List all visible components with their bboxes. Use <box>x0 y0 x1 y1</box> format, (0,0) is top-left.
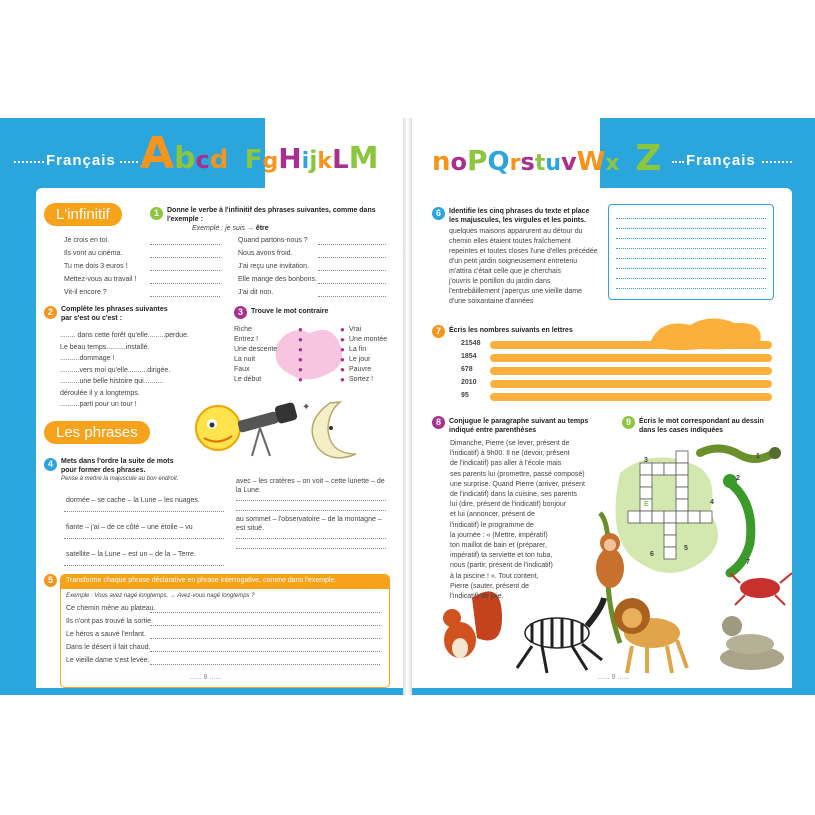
answer-line <box>318 270 386 271</box>
exercise-8-line: ton maillot de bain et (préparer, <box>450 542 547 549</box>
declarative-sentence: Le héros a sauvé l'enfant. <box>66 631 146 638</box>
alphabet-right <box>432 138 661 179</box>
right-dot: ● <box>340 345 345 354</box>
exercise-4-instruction: Mets dans l'ordre la suite de mots pour former des phrases. <box>61 458 174 474</box>
right-dot: ● <box>340 355 345 364</box>
header-dots-left <box>14 161 44 163</box>
answer-line <box>64 511 224 512</box>
left-dot: ● <box>298 345 303 354</box>
alphabet-letter: A <box>140 128 175 179</box>
alphabet-letter: n <box>432 147 451 177</box>
declarative-sentence: Ils n'ont pas trouvé la sortie. <box>66 618 153 625</box>
exercise-8-line: de l'indicatif) dans la cuisine, ses parents <box>450 491 578 498</box>
exercise-number-4: 4 <box>44 458 57 471</box>
exercise-8-line: de l'indicatif) pas aller à l'école mais <box>450 460 562 468</box>
alphabet-letter: b <box>174 141 196 176</box>
section-title-phrases: Les phrases <box>44 421 150 444</box>
exercise-6-line: j'ouvris le portillon du jardin dans <box>449 278 551 285</box>
crossword-number: 2 <box>736 475 740 482</box>
word-sequence: dormée – se cache – la Lune – les nuages. <box>66 497 200 504</box>
exercise-1-sentence: J'ai reçu une invitation. <box>238 263 309 270</box>
answer-line <box>64 538 224 539</box>
exercise-8-line: et lui (annoncer, présent de <box>450 511 535 519</box>
exercise-6-line: d'une soixantaine d'années <box>449 298 534 305</box>
answer-bar <box>490 354 772 362</box>
answer-line <box>318 257 386 258</box>
opposite-word: Riche <box>234 326 252 333</box>
alphabet-letter: o <box>450 148 468 176</box>
alphabet-letter: H <box>278 142 302 175</box>
exercise-1-instruction: Donne le verbe à l'infinitif des phrases suivantes, comme dans l'exemple : <box>167 207 376 223</box>
exercise-8-instruction: Conjugue le paragraphe suivant au temps indiqué entre parenthèses <box>449 418 589 434</box>
exercise-8-line: l'indicatif) de joie. <box>450 593 504 600</box>
exercise-8-line: lui (dire, présent de l'indicatif) bonjour <box>450 501 567 509</box>
exercise-8-line: l'indicatif) le programme de <box>450 521 534 529</box>
word-sequence: au sommet – l'observatoire – de la montagne – est situé. <box>236 516 382 532</box>
exercise-2-sentence: ..........une belle histoire qui.......... <box>60 378 164 385</box>
exercise-3-instruction: Trouve le mot contraire <box>251 308 329 315</box>
exercise-number-2: 2 <box>44 306 57 319</box>
answer-line <box>318 244 386 245</box>
answer-line <box>150 612 380 613</box>
answer-bar <box>490 341 772 349</box>
opposite-word: La nuit <box>234 356 256 363</box>
opposite-word: Une montée <box>349 336 388 343</box>
exercise-5-instruction: Transforme chaque phrase déclarative en phrase interrogative, comme dans l'exemple. <box>66 577 337 584</box>
exercise-number-7: 7 <box>432 325 445 338</box>
alphabet-letter: v <box>561 148 577 176</box>
alphabet-letter: F <box>244 145 263 175</box>
alphabet-letter: k <box>317 149 333 174</box>
exercise-8-line: Pierre (sauter, présent de <box>450 582 529 590</box>
alphabet-letter: j <box>309 146 318 174</box>
alphabet-letter: r <box>509 151 521 176</box>
exercise-1-sentence: Vit-il encore ? <box>64 289 107 296</box>
word-sequence: fiante – j'ai – de ce côté – une étoile – vu <box>66 524 193 531</box>
exercise-1-sentence: Mettez-vous au travail ! <box>64 276 137 283</box>
exercise-8-line: la journée : « (Mettre, impératif) <box>450 531 548 539</box>
section-title-infinitif: L'infinitif <box>44 203 122 226</box>
answer-line <box>150 664 380 665</box>
header-dots-left-2 <box>120 161 138 163</box>
crossword-letter: E <box>644 501 649 508</box>
exercise-6-line: d'un petit jardin soigneusement entretenu <box>449 258 578 265</box>
answer-line <box>318 283 386 284</box>
answer-line <box>616 288 766 289</box>
left-subject-label: Français <box>46 152 116 169</box>
number-to-write: 21548 <box>461 340 481 347</box>
right-dot: ● <box>340 375 345 384</box>
exercise-2-instruction: Complète les phrases suivantes par s'est ou c'est : <box>61 306 168 322</box>
lion <box>614 598 687 673</box>
crossword-number: 5 <box>684 545 688 552</box>
opposite-word: Le début <box>234 376 262 383</box>
answer-line <box>236 538 386 539</box>
exercise-6-line: quelques maisons apparurent au détour du <box>449 228 583 235</box>
answer-line <box>616 218 766 219</box>
answer-line <box>150 625 380 626</box>
left-dot: ● <box>298 335 303 344</box>
exercise-2-sentence: déroulée il y a longtemps. <box>60 389 140 397</box>
answer-line <box>150 270 220 271</box>
header-dots-right-2 <box>762 161 792 163</box>
exercise-1-sentence: Ils vont au cinéma. <box>64 250 123 257</box>
exercise-4-note: Pense à mettre la majuscule au bon endroit. <box>61 476 179 482</box>
alphabet-letter: W <box>576 147 606 177</box>
alphabet-letter: x <box>605 151 620 176</box>
answer-line <box>150 638 380 639</box>
exercise-number-8: 8 <box>432 416 445 429</box>
exercise-8-line: nous (partir, présent de l'indicatif) <box>450 562 553 570</box>
opposite-word: La fin <box>349 346 367 353</box>
alphabet-letter: d <box>209 145 229 175</box>
exercise-8-line: une surprise. Quand Pierre (arriver, présent <box>450 480 586 488</box>
zebra <box>517 598 604 673</box>
alphabet-letter: e <box>228 146 245 174</box>
exercise-2-sentence: ..........vers moi qu'elle..........dirigée. <box>60 366 171 374</box>
answer-line <box>616 278 766 279</box>
crossword-number: 7 <box>746 559 750 566</box>
answer-line <box>150 283 220 284</box>
alphabet-letter: y <box>619 148 636 176</box>
exercise-9-instruction: Écris le mot correspondant au dessin dans les cases indiquées <box>639 418 764 434</box>
alphabet-left <box>140 128 379 179</box>
exercise-6-line: m'attira c'était celle que je cherchais <box>449 268 562 275</box>
answer-line <box>616 258 766 259</box>
exercise-8-line: l'indicatif) à 9h00. Il ne (devoir, présent <box>450 450 570 458</box>
exercise-number-5: 5 <box>44 574 57 587</box>
pink-splash-decoration <box>270 323 345 383</box>
right-dot: ● <box>340 335 345 344</box>
exercise-8-line: Dimanche, Pierre (se lever, présent de <box>450 440 570 447</box>
exercise-2-sentence: ..........dommage ! <box>60 355 115 362</box>
number-to-write: 2010 <box>461 379 477 386</box>
answer-line <box>64 565 224 566</box>
answer-line <box>616 248 766 249</box>
answer-bar <box>490 380 772 388</box>
header-dots-right <box>672 161 684 163</box>
alphabet-letter: g <box>262 149 279 174</box>
opposite-word: Sortez ! <box>349 376 374 383</box>
right-dot: ● <box>340 325 345 334</box>
exercise-8-line: ses parents lui (promettre, passé composé) <box>450 470 585 478</box>
alphabet-letter: c <box>195 146 210 174</box>
exercise-1-sentence: Tu me dois 3 euros ! <box>64 263 128 270</box>
answer-line <box>150 651 380 652</box>
alphabet-letter: u <box>545 151 562 176</box>
book-gutter <box>403 118 412 695</box>
alphabet-letter: t <box>534 151 546 176</box>
answer-line <box>150 244 220 245</box>
alphabet-letter: i <box>301 149 310 174</box>
left-dot: ● <box>298 355 303 364</box>
opposite-word: Faux <box>234 366 250 373</box>
crossword-number: 1 <box>756 453 760 460</box>
left-dot: ● <box>298 365 303 374</box>
declarative-sentence: Ce chemin mène au plateau. <box>66 605 156 612</box>
snake <box>720 616 784 670</box>
answer-line <box>616 238 766 239</box>
exercise-1-sentence: Je crois en toi. <box>64 237 110 244</box>
exercise-2-sentence: ........ dans cette forêt qu'elle.........perdue. <box>60 332 189 339</box>
book-spread <box>0 118 815 695</box>
page-number-left: ...... 8 ...... <box>190 674 222 681</box>
opposite-word: Entrez ! <box>234 336 259 343</box>
word-sequence: avec – les cratères – on voit – cette lunette – de la Lune. <box>236 478 385 494</box>
left-dot: ● <box>298 375 303 384</box>
alphabet-letter: Q <box>487 147 510 177</box>
right-dot: ● <box>340 365 345 374</box>
exercise-number-9: 9 <box>622 416 635 429</box>
answer-line <box>150 296 220 297</box>
exercise-number-1: 1 <box>150 207 163 220</box>
exercise-6-instruction: Identifie les cinq phrases du texte et place les majuscules, les virgules et les points. <box>449 208 590 224</box>
answer-line <box>236 548 386 549</box>
opposite-word: Pauvre <box>349 366 372 373</box>
exercise-8-line: impératif) ta serviette et ton tuba, <box>450 552 553 560</box>
answer-line <box>616 268 766 269</box>
svg-text:✦: ✦ <box>302 402 311 413</box>
exercise-8-line: à la piscine ! ». Tout content, <box>450 572 539 580</box>
exercise-6-line: repeintes et toutes closes l'une d'elles précédée <box>449 248 598 255</box>
answer-bar <box>490 367 772 375</box>
exercise-2-sentence: ..........parti pour un tour ! <box>60 401 137 408</box>
exercise-number-6: 6 <box>432 207 445 220</box>
crossword-number: 4 <box>710 499 714 506</box>
telescope-moon-illustration <box>190 398 370 468</box>
answer-line <box>236 510 386 511</box>
number-to-write: 1854 <box>461 353 477 360</box>
exercise-5-example: Exemple : Vous avez nagé longtemps. → Avez-vous nagé longtemps ? <box>66 593 255 599</box>
opposite-word: Une descente <box>234 346 278 353</box>
exercise-1-example: Exemple : je suis → être <box>192 225 269 232</box>
left-dot: ● <box>298 325 303 334</box>
opposite-word: Vrai <box>349 326 362 333</box>
exercise-1-sentence: Quand partons-nous ? <box>238 237 308 244</box>
exercise-1-sentence: Nous avons froid. <box>238 250 293 257</box>
answer-line <box>616 228 766 229</box>
alphabet-letter: Z <box>635 138 662 179</box>
crossword-number: 3 <box>644 457 648 464</box>
declarative-sentence: Le vieille dame s'est levée. <box>66 657 150 664</box>
exercise-6-line: chemin elles étaient toutes fraîchement <box>449 238 571 245</box>
alphabet-letter: s <box>520 148 535 176</box>
alphabet-letter: L <box>332 145 349 175</box>
exercise-2-sentence: Le beau temps..........installé. <box>60 343 150 351</box>
right-subject-label: Français <box>686 152 756 169</box>
number-to-write: 678 <box>461 366 473 373</box>
exercise-6-line: l'entrebâillement j'aperçus une vieille dame <box>449 288 583 295</box>
alphabet-letter: P <box>467 144 488 177</box>
alphabet-letter: M <box>348 141 379 176</box>
opposite-word: Le jour <box>349 356 371 363</box>
exercise-number-3: 3 <box>234 306 247 319</box>
exercise-7-instruction: Écris les nombres suivants en lettres <box>449 327 573 334</box>
answer-line <box>318 296 386 297</box>
exercise-1-sentence: Elle mange des bonbons. <box>238 276 317 283</box>
declarative-sentence: Dans le désert il fait chaud. <box>66 644 151 651</box>
word-sequence: satellite – la Lune – est un – de la – Terre. <box>66 551 196 558</box>
crossword-number: 6 <box>650 551 654 558</box>
page-number-right: ...... 9 ...... <box>598 674 630 681</box>
exercise-1-sentence: J'ai dit non. <box>238 289 274 296</box>
answer-line <box>150 257 220 258</box>
number-to-write: 95 <box>461 392 469 399</box>
answer-line <box>236 500 386 501</box>
answer-bar <box>490 393 772 401</box>
